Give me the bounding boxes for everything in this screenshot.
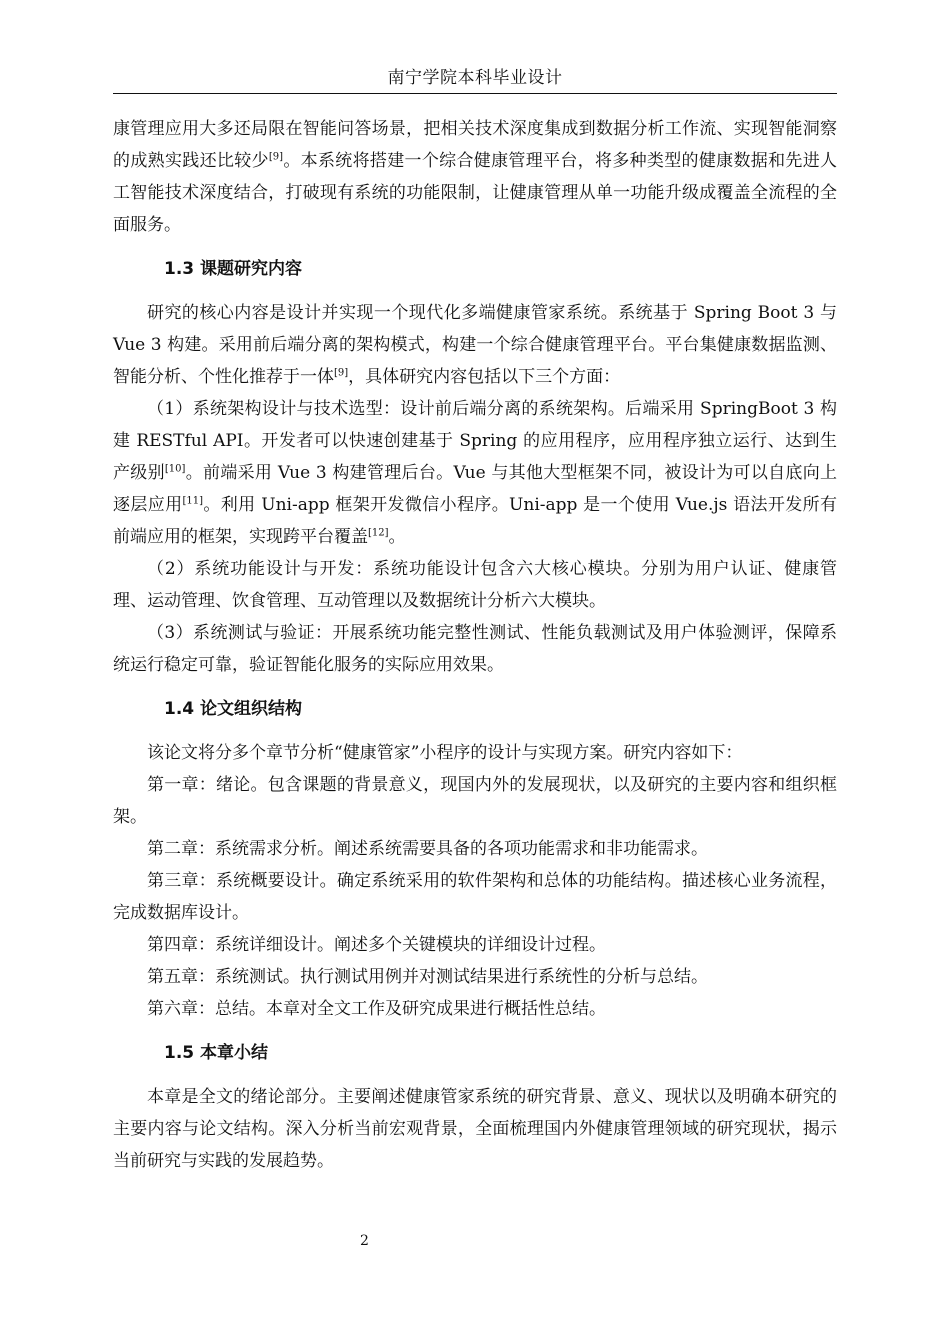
citation-ref: [12]: [368, 527, 389, 539]
paragraph-chapter-2: 第二章：系统需求分析。阐述系统需要具备的各项功能需求和非功能需求。: [147, 839, 708, 859]
citation-ref: [11]: [182, 495, 204, 507]
text-span: 。前端采用 Vue 3 构建管理后台。Vue 与其他大型框架不同，被设计为可以自底向上逐层应用: [113, 463, 838, 515]
text-span: 研究的核心内容是设计并实现一个现代化多端健康管家系统。系统基于 Spring Boot 3 与 Vue 3 构建。采用前后端分离的架构模式，构建一个综合健康管理平台。平台集健康数据监测、智能分析、个性化推荐于一体: [113, 303, 837, 387]
paragraph-item-functions: （2）系统功能设计与开发：系统功能设计包含六大核心模块。分别为用户认证、健康管理、运动管理、饮食管理、互动管理以及数据统计分析六大模块。: [113, 559, 837, 611]
citation-ref: [9]: [334, 367, 349, 379]
text-span: 康管理应用大多还局限在智能问答场景，把相关技术深度集成到数据分析工作流、实现智能洞察的成熟实践还比较少: [113, 119, 837, 171]
paragraph-structure-intro: 该论文将分多个章节分析“健康管家”小程序的设计与实现方案。研究内容如下：: [147, 743, 743, 763]
header-rule: [113, 93, 837, 94]
text-span: 。本系统将搭建一个综合健康管理平台，将多种类型的健康数据和先进人工智能技术深度结合，打破现有系统的功能限制，让健康管理从单一功能升级成覆盖全流程的全面服务。: [113, 151, 838, 235]
paragraph-chapter-5: 第五章：系统测试。执行测试用例并对测试结果进行系统性的分析与总结。: [147, 967, 708, 987]
document-body: [113, 113, 837, 1177]
section-heading-1-4: 1.4 论文组织结构: [164, 699, 303, 719]
text-span: ，具体研究内容包括以下三个方面：: [348, 367, 621, 387]
paragraph-chapter-6: 第六章：总结。本章对全文工作及研究成果进行概括性总结。: [147, 999, 606, 1019]
paragraph-chapter-3: 第三章：系统概要设计。确定系统采用的软件架构和总体的功能结构。描述核心业务流程，完成数据库设计。: [113, 871, 837, 923]
section-heading-1-3: 1.3 课题研究内容: [164, 259, 303, 279]
text-span: 。利用 Uni-app 框架开发微信小程序。Uni-app 是一个使用 Vue.js 语法开发所有前端应用的框架，实现跨平台覆盖: [113, 495, 838, 547]
page-header-title: 南宁学院本科毕业设计: [387, 68, 563, 88]
paragraph-chapter-summary: 本章是全文的绪论部分。主要阐述健康管家系统的研究背景、意义、现状以及明确本研究的主要内容与论文结构。深入分析当前宏观背景，全面梳理国内外健康管理领域的研究现状，揭示当前研究与实践的发展趋势。: [113, 1087, 837, 1171]
paragraph-chapter-4: 第四章：系统详细设计。阐述多个关键模块的详细设计过程。: [147, 935, 606, 955]
citation-ref: [9]: [268, 151, 283, 163]
section-heading-1-5: 1.5 本章小结: [164, 1043, 269, 1063]
paragraph-chapter-1: 第一章：绪论。包含课题的背景意义，现国内外的发展现状，以及研究的主要内容和组织框架。: [113, 775, 837, 827]
paragraph-intro: [113, 113, 837, 241]
paragraph-research-content: [113, 297, 837, 393]
citation-ref: [10]: [164, 463, 186, 475]
page-number: 2: [360, 1233, 369, 1249]
paragraph-item-architecture: [113, 393, 837, 553]
text-span: 。: [388, 527, 406, 547]
paragraph-item-testing: （3）系统测试与验证：开展系统功能完整性测试、性能负载测试及用户体验测评，保障系统运行稳定可靠，验证智能化服务的实际应用效果。: [113, 623, 837, 675]
text-span: （1）系统架构设计与技术选型：设计前后端分离的系统架构。后端采用 SpringBoot 3 构建 RESTful API。开发者可以快速创建基于 Spring 的应用程序，应用程序独立运行、达到生产级别: [113, 399, 837, 483]
